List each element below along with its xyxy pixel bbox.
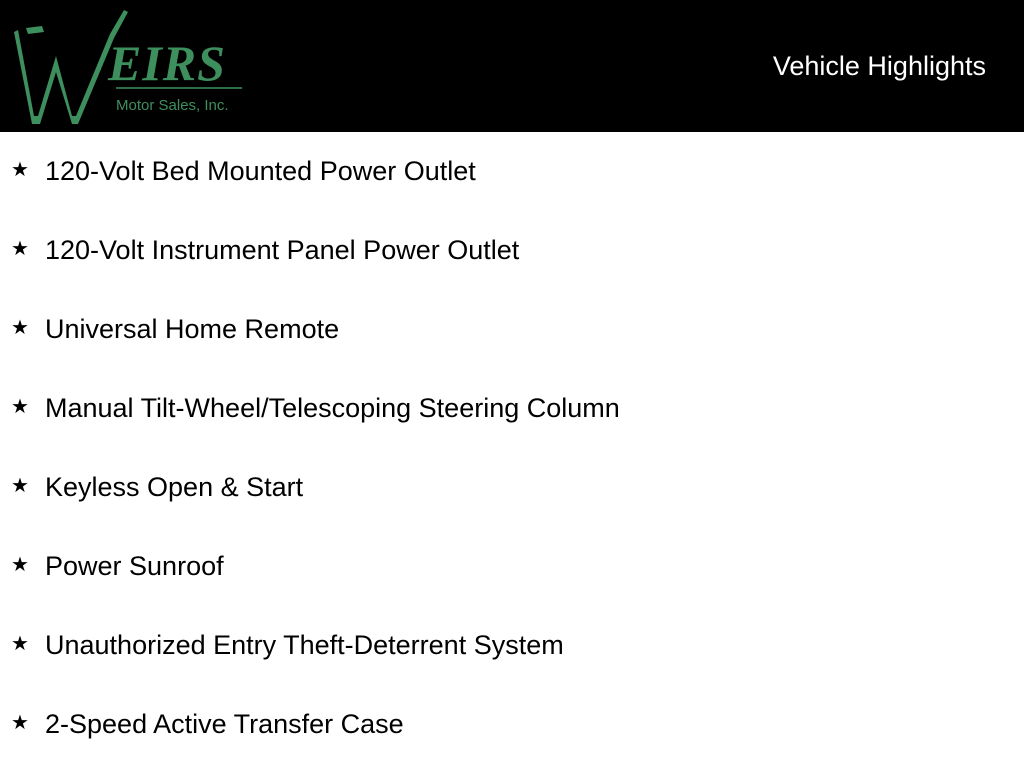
page-title: Vehicle Highlights (772, 51, 986, 81)
star-icon: ★ (11, 552, 29, 576)
highlight-text: Unauthorized Entry Theft-Deterrent System (45, 630, 564, 660)
list-item (0, 685, 1024, 764)
dealer-logo[interactable] (12, 8, 252, 124)
star-icon: ★ (11, 157, 29, 181)
list-item (0, 290, 1024, 369)
star-icon: ★ (11, 710, 29, 734)
list-item (0, 132, 1024, 211)
list-item (0, 527, 1024, 606)
highlight-text: 120-Volt Instrument Panel Power Outlet (45, 235, 520, 265)
logo-wordmark: EIRS (108, 35, 226, 91)
highlight-text: Manual Tilt-Wheel/Telescoping Steering Column (45, 393, 620, 423)
highlight-text: Universal Home Remote (45, 314, 340, 344)
highlights-list (0, 132, 1024, 764)
highlight-text: 2-Speed Active Transfer Case (45, 709, 404, 739)
highlight-text: Power Sunroof (45, 551, 224, 581)
header-bar (0, 0, 1024, 132)
star-icon: ★ (11, 315, 29, 339)
list-item (0, 606, 1024, 685)
highlight-text: Keyless Open & Start (45, 472, 304, 502)
list-item (0, 211, 1024, 290)
list-item (0, 448, 1024, 527)
logo-subtitle: Motor Sales, Inc. (116, 97, 229, 114)
star-icon: ★ (11, 236, 29, 260)
star-icon: ★ (11, 473, 29, 497)
list-item (0, 369, 1024, 448)
highlight-text: 120-Volt Bed Mounted Power Outlet (45, 156, 476, 186)
star-icon: ★ (11, 631, 29, 655)
star-icon: ★ (11, 394, 29, 418)
